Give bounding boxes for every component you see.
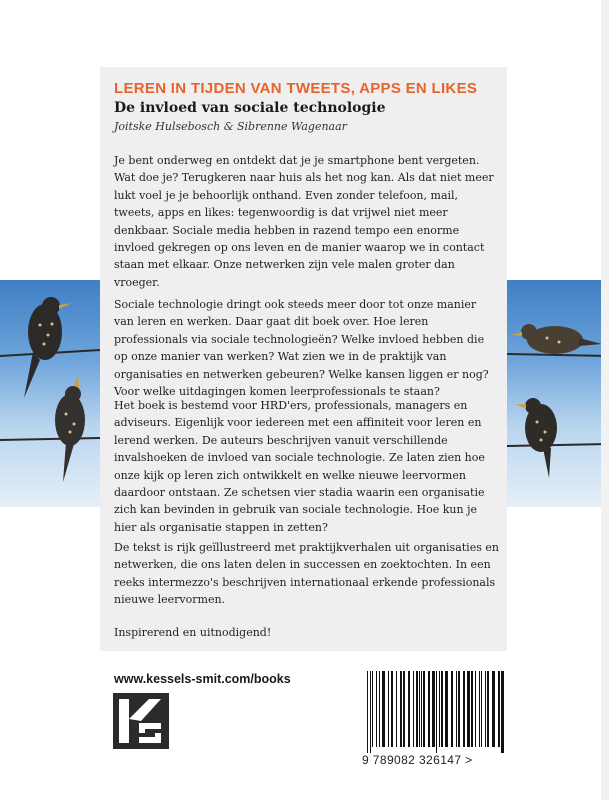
starling-bird-icon [55, 374, 85, 482]
starling-bird-icon [24, 297, 72, 398]
barcode-bar [481, 671, 482, 747]
publisher-logo-icon [113, 693, 169, 749]
starling-bird-icon [511, 324, 602, 354]
blurb-paragraph: De tekst is rijk geïllustreerd met praktijkverhalen uit organisaties en netwerken, die ons laten delen in successen en zoektochten. In een reeks intermezzo's beschrijven internationaal erkende professionals nieuwe leervormen. [114, 541, 499, 607]
barcode-bar [367, 671, 368, 753]
barcode-bar [421, 671, 422, 747]
barcode-bar [416, 671, 418, 747]
blurb-closing-line: Inspirerend en uitnodigend! [114, 626, 272, 639]
barcode-bar [432, 671, 435, 747]
barcode-bar [479, 671, 480, 747]
barcode-bar [370, 671, 371, 753]
isbn-arrow: > [465, 753, 473, 767]
barcode-bar [439, 671, 440, 747]
barcode-bar [467, 671, 470, 747]
isbn-digits: 9 789082 326147 [362, 753, 462, 767]
barcode-bar [475, 671, 476, 747]
barcode-bar [379, 671, 380, 747]
book-subtitle: De invloed van sociale technologie [114, 100, 386, 116]
barcode-bar [391, 671, 393, 747]
barcode-bar [485, 671, 486, 747]
barcode-bar [413, 671, 414, 747]
barcode-bar [419, 671, 420, 747]
starlings-on-wire-left-icon [0, 280, 100, 507]
barcode-bar [423, 671, 425, 747]
barcode-bar [372, 671, 373, 747]
book-title: LEREN IN TIJDEN VAN TWEETS, APPS EN LIKES [114, 80, 478, 97]
barcode-bar [436, 671, 437, 753]
barcode-bar [487, 671, 489, 747]
barcode-bar [382, 671, 385, 747]
starlings-on-wire-right-icon [507, 280, 609, 507]
barcode-bar [388, 671, 389, 747]
barcode-bar [376, 671, 377, 747]
starling-bird-icon [516, 398, 557, 478]
publisher-url-link[interactable]: www.kessels-smit.com/books [114, 672, 291, 686]
barcode-bar [498, 671, 500, 747]
barcode-bar [492, 671, 495, 747]
blurb-paragraph: Je bent onderweg en ontdekt dat je je smartphone bent vergeten. Wat doe je? Terugkeren naar huis als het nog kan. Als dat niet meer lukt voel je je behoorlijk onthand. Even zonder telefoon, mail, tweets, apps en likes: tegenwoordig is dat vrijwel niet meer denkbaar. Sociale media hebben in razend tempo een enorme invloed gekregen op ons leven en de manier waarop we in contact staan met elkaar. Onze netwerken zijn vele malen groter dan vroeger. [114, 154, 494, 289]
isbn-number [362, 753, 522, 767]
barcode-bar [456, 671, 457, 747]
barcode-bar [403, 671, 405, 747]
barcode-bar [451, 671, 453, 747]
barcode-bar [445, 671, 448, 747]
barcode-bar [441, 671, 443, 747]
barcode-bar [471, 671, 473, 747]
barcode-icon [365, 667, 511, 765]
barcode-bar [458, 671, 460, 747]
barcode-bar [400, 671, 402, 747]
sky-photo-left [0, 280, 100, 507]
blurb-paragraph: Sociale technologie dringt ook steeds meer door tot onze manier van leren en werken. Daar gaat dit boek over. Hoe leren professionals via sociale technologieën? Welke invloed hebben die op onze manier van werken? Wat zien we in de praktijk van organisaties en netwerken gebeuren? Welke kansen liggen er nog? Voor welke uitdagingen komen leerprofessionals te staan? [114, 298, 489, 399]
cover-edge-strip [601, 0, 609, 800]
barcode-bar [396, 671, 397, 747]
barcode-bar [501, 671, 504, 753]
barcode-bar [463, 671, 465, 747]
book-authors: Joitske Hulsebosch & Sibrenne Wagenaar [114, 120, 347, 133]
barcode-bar [408, 671, 410, 747]
barcode-bar [428, 671, 430, 747]
sky-photo-right [507, 280, 609, 507]
blurb-paragraph: Het boek is bestemd voor HRD'ers, professionals, managers en adviseurs. Eigenlijk voor iedereen met een affiniteit voor leren en lerend werken. De auteurs beschrijven vanuit verschillende invalshoeken de invloed van sociale technologie. Ze laten zien hoe onze kijk op leren zich ontwikkelt en welke nieuwe leervormen daardoor ontstaan. Ze schetsen vier stadia waarin een organisatie zich kan bevinden in gebruik van sociale technologie. Hoe kun je hier als organisatie stappen in zetten? [114, 399, 485, 534]
